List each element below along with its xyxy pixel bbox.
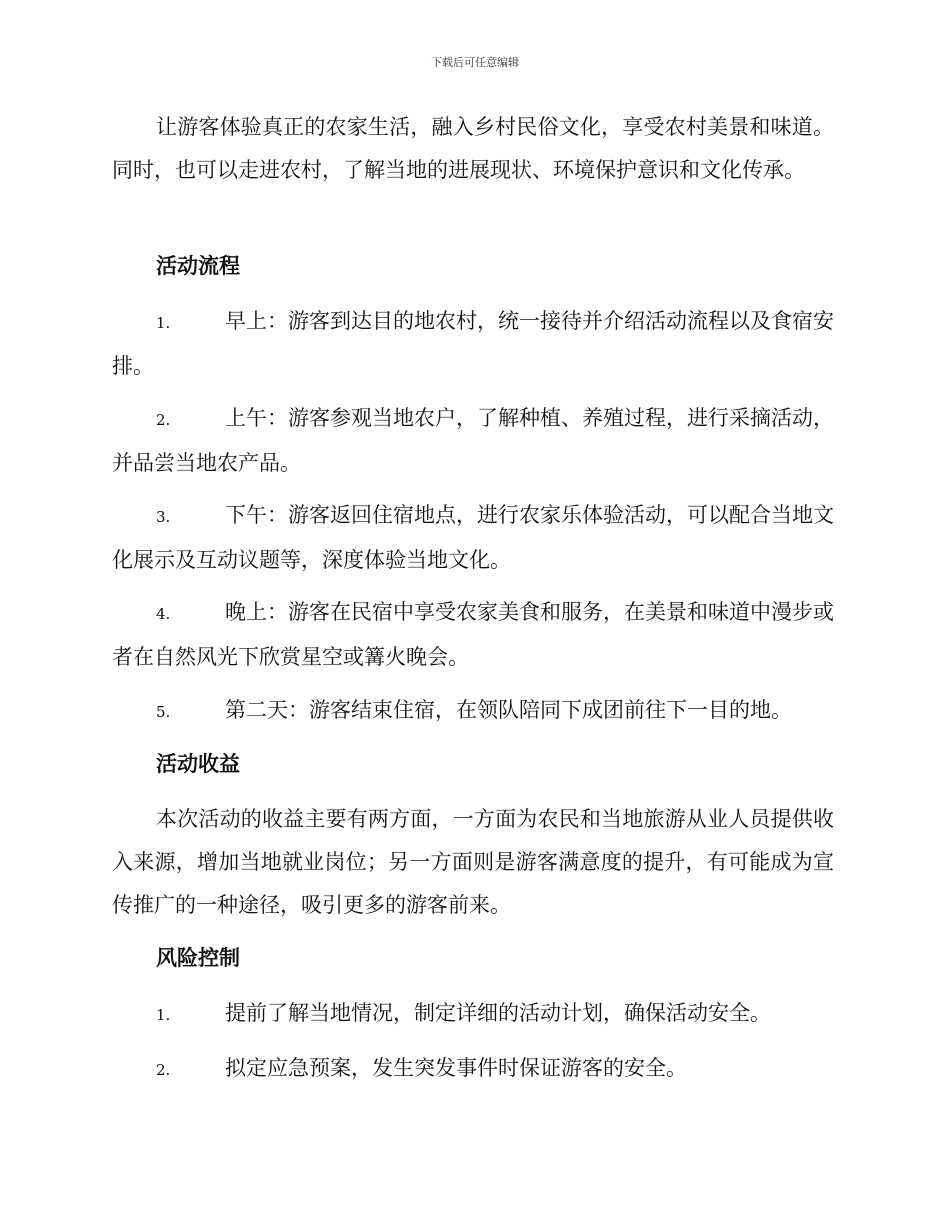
list-number: 4. <box>156 605 171 623</box>
list-item-text: 上午：游客参观当地农户，了解种植、养殖过程，进行采摘活动，并品尝当地农产品。 <box>112 406 834 475</box>
risk-item-1 <box>112 992 834 1037</box>
benefit-heading: 活动收益 <box>156 752 240 776</box>
page-header: 下载后可任意编辑 <box>431 56 519 69</box>
process-item-3 <box>112 494 834 582</box>
intro-paragraph: 让游客体验真正的农家生活，融入乡村民俗文化，享受农村美景和味道。同时，也可以走进农村，了解当地的进展现状、环境保护意识和文化传承。 <box>112 115 834 182</box>
list-item-text: 早上：游客到达目的地农村，统一接待并介绍活动流程以及食宿安排。 <box>112 309 834 378</box>
list-item-text: 下午：游客返回住宿地点，进行农家乐体验活动，可以配合当地文化展示及互动议题等，深度体验当地文化。 <box>112 503 834 572</box>
process-item-2 <box>112 397 834 485</box>
list-item-text: 晚上：游客在民宿中享受农家美食和服务，在美景和味道中漫步或者在自然风光下欣赏星空或篝火晚会。 <box>112 600 834 669</box>
risk-item-2 <box>112 1047 834 1092</box>
process-item-4 <box>112 591 834 679</box>
list-item-text: 提前了解当地情况，制定详细的活动计划，确保活动安全。 <box>225 1001 771 1025</box>
process-item-5 <box>112 689 834 734</box>
list-number: 2. <box>156 411 171 429</box>
list-item-text: 拟定应急预案，发生突发事件时保证游客的安全。 <box>225 1056 687 1080</box>
process-heading: 活动流程 <box>156 254 240 278</box>
list-number: 3. <box>156 508 171 526</box>
process-item-1 <box>112 300 834 388</box>
list-number: 1. <box>156 314 171 332</box>
list-item-text: 第二天：游客结束住宿，在领队陪同下成团前往下一目的地。 <box>225 698 792 722</box>
risk-heading: 风险控制 <box>156 946 240 970</box>
benefit-paragraph: 本次活动的收益主要有两方面，一方面为农民和当地旅游从业人员提供收入来源，增加当地就业岗位；另一方面则是游客满意度的提升，有可能成为宣传推广的一种途径，吸引更多的游客前来。 <box>112 807 834 917</box>
list-number: 1. <box>156 1006 171 1024</box>
list-number: 5. <box>156 703 171 721</box>
list-number: 2. <box>156 1061 171 1079</box>
